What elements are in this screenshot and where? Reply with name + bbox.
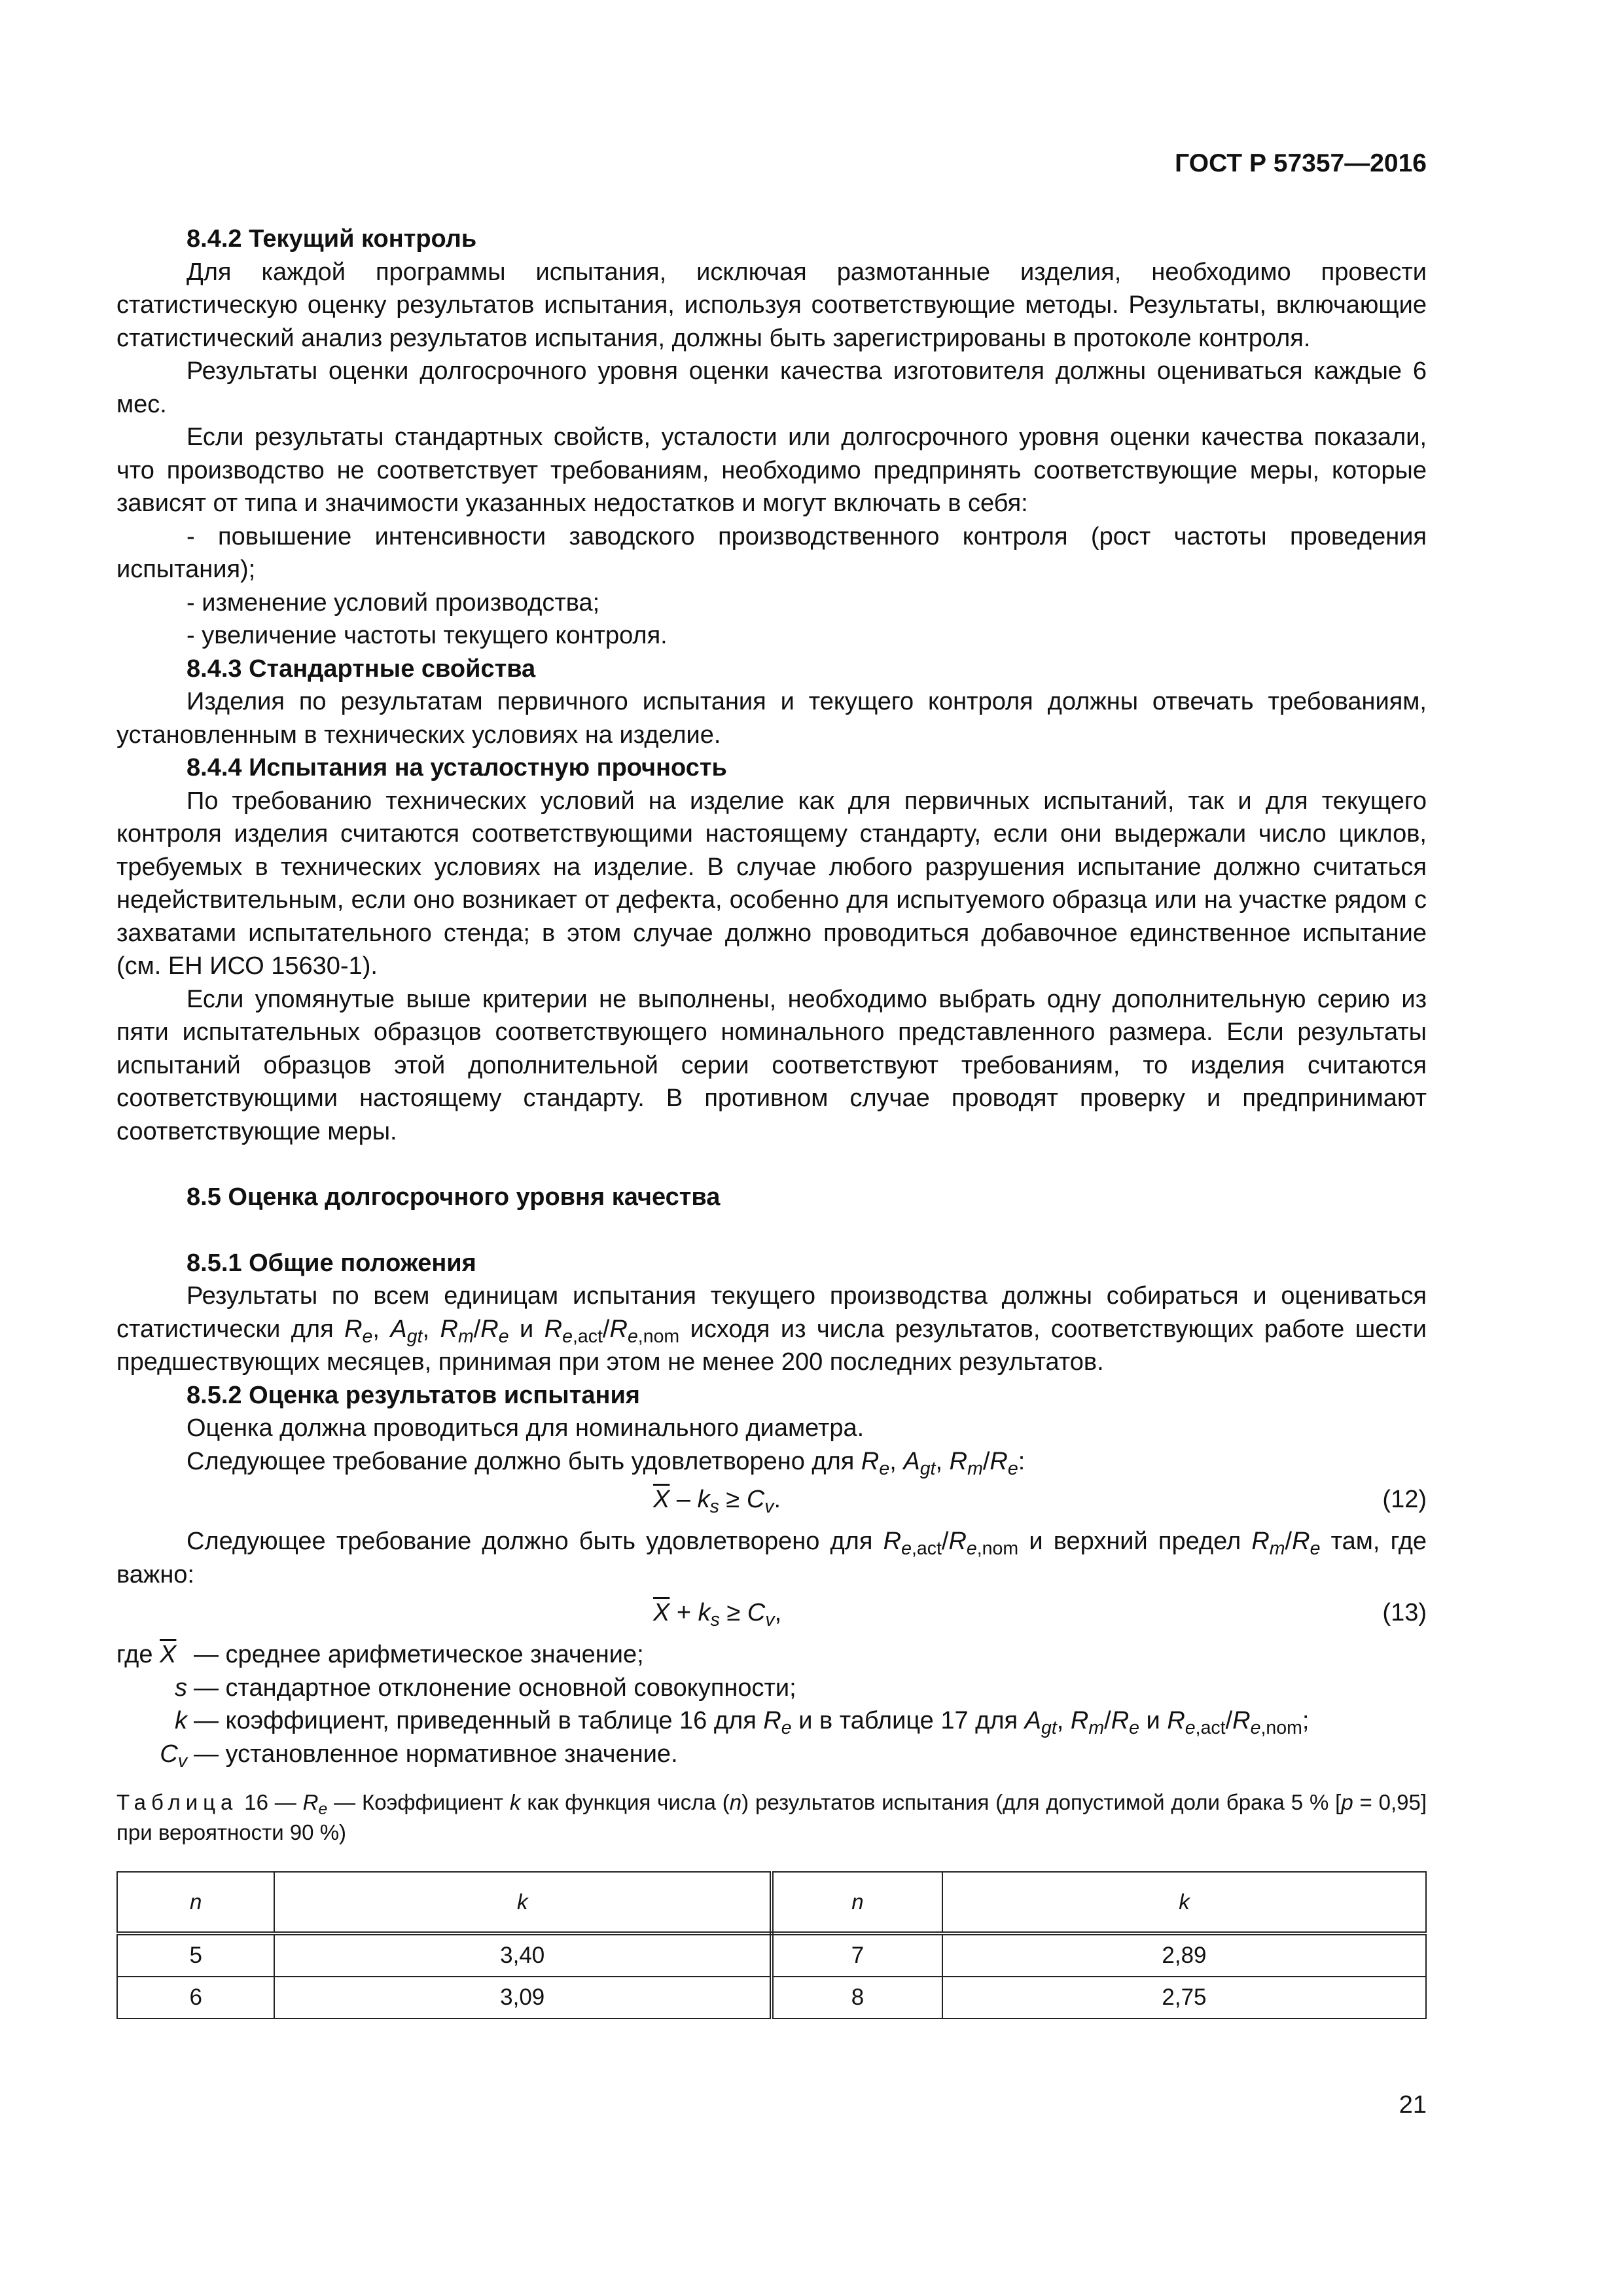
paragraph: Если упомянутые выше критерии не выполнены, необходимо выбрать одну дополнительную серию из пяти испытательных образцов соответствующего номинального представленного размера. Если результаты испытаний образцов этой дополнительной серии соответствуют требованиям, то изделия считаются соответствующими настоящему стандарту. В противном случае проводят проверку и предпринимают соответствующие меры. bbox=[116, 985, 1427, 1145]
legend-symbol: s bbox=[175, 1674, 187, 1702]
table-16 bbox=[116, 1871, 1427, 2019]
list-item: - повышение интенсивности заводского производственного контроля (рост частоты проведения испытания); bbox=[116, 522, 1427, 583]
header-cell: k bbox=[274, 1872, 772, 1933]
document-page bbox=[116, 0, 1427, 2296]
list-item: - изменение условий производства; bbox=[187, 588, 600, 617]
formula-13 bbox=[116, 1596, 1427, 1633]
table-row bbox=[117, 1977, 1426, 2018]
formula-expression: $\overline{X} - k_s \ge C_v$. bbox=[653, 1486, 781, 1517]
header-cell: n bbox=[117, 1872, 274, 1933]
paragraph: Для каждой программы испытания, исключая размотанные изделия, необходимо провести статистическую оценку результатов испытания, используя соответствующие методы. Результаты, включающие статистический анализ результатов испытания, должны быть зарегистрированы в протоколе контроля. bbox=[116, 258, 1427, 352]
formula-number: (12) bbox=[1382, 1486, 1427, 1513]
paragraph: Изделия по результатам первичного испытания и текущего контроля должны отвечать требованиям, установленным в технических условиях на изделие. bbox=[116, 688, 1427, 749]
legend-text: — коэффициент, приведенный в таблице 16 для $R_e$ и в таблице 17 для $A_{gt}$, $R_m/R_e$ и $R_{e,act}/R_{e,nom}$; bbox=[194, 1707, 1310, 1738]
legend-text: — среднее арифметическое значение; bbox=[194, 1641, 644, 1668]
table-cell: 6 bbox=[117, 1977, 274, 2018]
formula-12 bbox=[116, 1483, 1427, 1520]
legend-symbol: где $\overline{X}$ bbox=[116, 1641, 177, 1668]
heading-8-4-4: 8.4.4 Испытания на усталостную прочность bbox=[187, 754, 727, 781]
formula-expression: $\overline{X} + k_s \ge C_v$, bbox=[653, 1599, 782, 1630]
table-header-row bbox=[117, 1872, 1426, 1933]
table-cell: 8 bbox=[772, 1977, 942, 2018]
header-cell: k bbox=[942, 1872, 1426, 1933]
paragraph: Следующее требование должно быть удовлетворено для $R_{e,act}/R_{e,nom}$ и верхний предел $R_m/R_e$ там, где важно: bbox=[116, 1528, 1427, 1588]
paragraph: По требованию технических условий на изделие как для первичных испытаний, так и для текущего контроля изделия считаются соответствующими настоящему стандарту, если они выдержали число циклов, требуемых в технических условиях на изделие. В случае любого разрушения испытание должно считаться недействительным, если оно возникает от дефекта, особенно для испытуемого образца или на участке рядом с захватами испытательного стенда; в этом случае должно проводиться добавочное единственное испытание (см. ЕН ИСО 15630-1). bbox=[116, 787, 1427, 980]
table-cell: 3,09 bbox=[274, 1977, 772, 2018]
table-cell: 2,89 bbox=[942, 1933, 1426, 1977]
paragraph: Если результаты стандартных свойств, усталости или долгосрочного уровня оценки качества показали, что производство не соответствует требованиям, необходимо предпринять соответствующие меры, которые зависят от типа и значимости указанных недостатков и могут включать в себя: bbox=[116, 423, 1427, 517]
paragraph: Оценка должна проводиться для номинального диаметра. bbox=[187, 1414, 865, 1442]
heading-8-5-2: 8.5.2 Оценка результатов испытания bbox=[187, 1381, 640, 1409]
table-cell: 5 bbox=[117, 1933, 274, 1977]
header-cell: n bbox=[772, 1872, 942, 1933]
body-text bbox=[116, 223, 1427, 2019]
page-number: 21 bbox=[1399, 2091, 1427, 2119]
paragraph: Результаты оценки долгосрочного уровня оценки качества изготовителя должны оцениваться каждые 6 мес. bbox=[116, 357, 1427, 418]
heading-8-5: 8.5 Оценка долгосрочного уровня качества bbox=[187, 1183, 721, 1211]
paragraph: Следующее требование должно быть удовлетворено для $R_e$, $A_{gt}$, $R_m/R_e$: bbox=[187, 1447, 1026, 1479]
symbol-legend bbox=[116, 1638, 1427, 1770]
legend-symbol: k bbox=[175, 1707, 187, 1734]
standard-code: ГОСТ Р 57357—2016 bbox=[1175, 149, 1427, 177]
list-item: - увеличение частоты текущего контроля. bbox=[187, 622, 668, 649]
heading-8-4-2: 8.4.2 Текущий контроль bbox=[187, 225, 477, 253]
legend-symbol: $C_v$ bbox=[160, 1740, 187, 1772]
heading-8-4-3: 8.4.3 Стандартные свойства bbox=[187, 655, 536, 683]
table-row bbox=[117, 1933, 1426, 1977]
table-cell: 7 bbox=[772, 1933, 942, 1977]
formula-number: (13) bbox=[1382, 1599, 1427, 1626]
paragraph: Результаты по всем единицам испытания текущего производства должны собираться и оцениваться статистически для $R_e$, $A_{gt}$, $R_m/R_e$ и $R_{e,act}/R_{e,nom}$ исходя из числа результатов, соответствующих работе шести предшествующих месяцев, принимая при этом не менее 200 последних результатов. bbox=[116, 1282, 1427, 1376]
heading-8-5-1: 8.5.1 Общие положения bbox=[187, 1249, 476, 1277]
legend-text: — стандартное отклонение основной совокупности; bbox=[194, 1674, 796, 1702]
table-cell: 3,40 bbox=[274, 1933, 772, 1977]
legend-text: — установленное нормативное значение. bbox=[194, 1740, 678, 1768]
table-caption: Таблица 16 — $R_e$ — Коэффициент k как функция числа (n) результатов испытания (для допустимой доли брака 5 % [p = 0,95] при вероятности 90 %) bbox=[116, 1790, 1427, 1844]
table-cell: 2,75 bbox=[942, 1977, 1426, 2018]
